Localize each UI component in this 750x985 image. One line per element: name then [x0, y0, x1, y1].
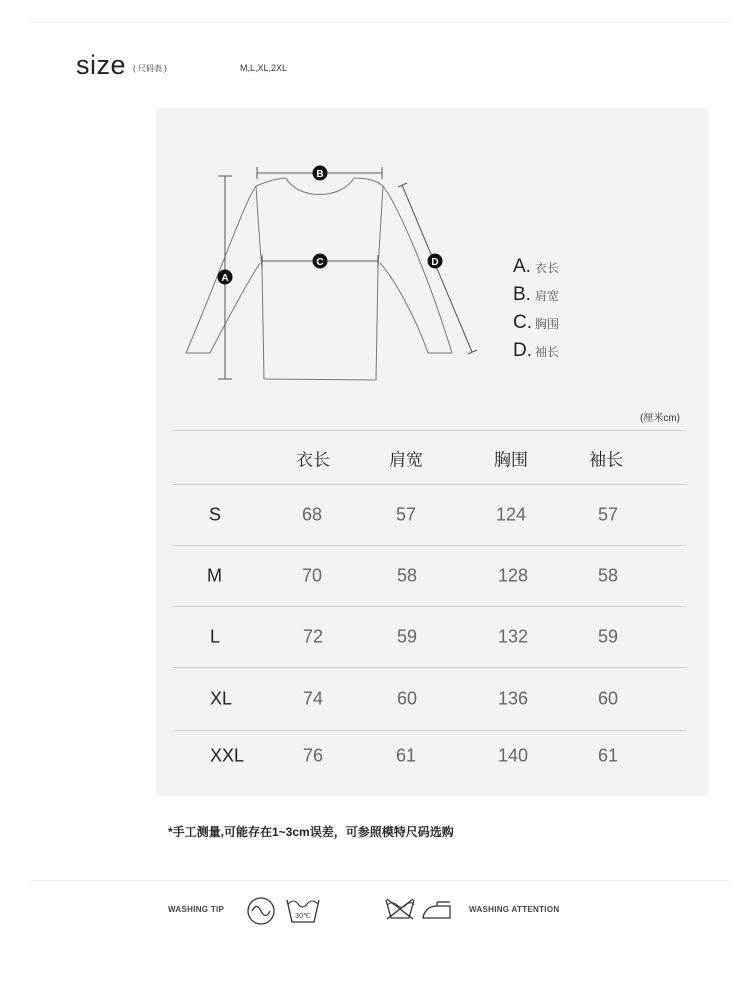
marker-b: B	[316, 169, 324, 180]
legend-letter: C.	[513, 312, 532, 333]
washing-divider	[30, 880, 730, 881]
wash-temp-label: 30℃	[295, 913, 311, 920]
available-sizes: M,L,XL,2XL	[240, 63, 288, 73]
legend-item	[513, 250, 559, 278]
legend-label: 胸围	[535, 317, 560, 331]
unit-label: (厘米cm)	[640, 413, 680, 424]
table-header-row	[173, 431, 687, 484]
marker-c: C	[316, 257, 324, 268]
size-cell: XXL	[210, 745, 245, 766]
value-cell: 61	[396, 745, 417, 766]
value-cell: 60	[598, 688, 619, 709]
top-divider	[30, 22, 730, 23]
no-bleach-icon	[384, 897, 416, 921]
marker-d: D	[431, 257, 439, 268]
table-row	[173, 607, 687, 667]
legend-letter: B.	[513, 284, 531, 305]
size-chart-label: ( 尺码表 )	[133, 64, 167, 73]
value-cell: 59	[598, 626, 619, 647]
iron-icon	[421, 899, 453, 921]
legend-letter: D.	[513, 340, 532, 361]
size-cell: S	[209, 504, 222, 525]
value-cell: 74	[303, 688, 324, 709]
value-cell: 124	[496, 504, 527, 525]
value-cell: 60	[397, 688, 418, 709]
measurement-note: *手工测量,可能存在1~3cm误差，可参照模特尺码选购	[168, 825, 454, 839]
table-row	[173, 731, 687, 781]
marker-a: A	[221, 273, 229, 284]
value-cell: 57	[598, 504, 619, 525]
legend-item	[513, 306, 559, 334]
legend-label: 肩宽	[535, 289, 560, 303]
table-row	[173, 485, 687, 545]
size-title: size	[76, 50, 127, 80]
value-cell: 61	[598, 745, 619, 766]
value-cell: 132	[498, 626, 529, 647]
header-sleeve: 袖长	[589, 450, 623, 469]
legend-label: 衣长	[535, 261, 560, 275]
legend-item	[513, 278, 559, 306]
value-cell: 59	[397, 626, 418, 647]
size-cell: M	[207, 565, 222, 586]
header-chest: 胸围	[494, 450, 528, 469]
wash-30-icon	[285, 896, 321, 924]
value-cell: 68	[302, 504, 323, 525]
value-cell: 72	[303, 626, 324, 647]
value-cell: 128	[498, 565, 529, 586]
size-cell: XL	[210, 688, 233, 709]
size-cell: L	[210, 626, 221, 647]
sweater-diagram	[156, 108, 709, 408]
value-cell: 57	[396, 504, 417, 525]
hand-wash-icon	[246, 896, 276, 926]
legend-item	[513, 334, 559, 362]
legend-label: 袖长	[535, 345, 560, 359]
washing-tip-label: WASHING TIP	[168, 905, 225, 914]
size-chart-panel	[156, 108, 709, 796]
value-cell: 58	[397, 565, 418, 586]
value-cell: 70	[302, 565, 323, 586]
value-cell: 136	[498, 688, 529, 709]
table-row	[173, 546, 687, 606]
legend-letter: A.	[513, 256, 531, 277]
measurement-legend	[513, 250, 559, 362]
table-row	[173, 668, 687, 730]
washing-attention-label: WASHING ATTENTION	[469, 905, 560, 914]
header-shoulder: 肩宽	[389, 450, 423, 469]
header-length: 衣长	[296, 450, 330, 469]
size-table	[173, 430, 687, 781]
value-cell: 140	[498, 745, 529, 766]
value-cell: 76	[303, 745, 324, 766]
value-cell: 58	[598, 565, 619, 586]
